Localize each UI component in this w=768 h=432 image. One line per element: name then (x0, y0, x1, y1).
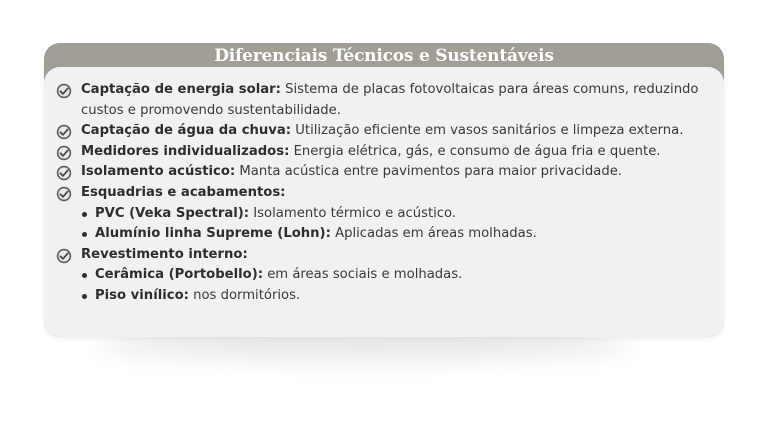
item-text: Energia elétrica, gás, e consumo de água fria e quente. (289, 143, 661, 159)
list-item (56, 245, 716, 266)
sublist-item (81, 265, 716, 286)
check-badge-icon (56, 124, 72, 140)
item-label: Medidores individualizados: (81, 143, 290, 159)
sub-item-label: Piso vinílico: (95, 287, 189, 303)
sub-item-text: Isolamento térmico e acústico. (249, 205, 457, 221)
item-text: Manta acústica entre pavimentos para maior privacidade. (235, 164, 622, 180)
list-item (56, 142, 716, 163)
sublist-item (81, 286, 716, 307)
check-badge-icon (56, 145, 72, 161)
item-text: Sistema de placas fotovoltaicas para áreas comuns, reduzindo custos e promovendo sustentabilidade. (81, 82, 699, 118)
item-label: Captação de energia solar: (81, 82, 281, 97)
sub-item-text: nos dormitórios. (188, 287, 301, 303)
bullet-icon (82, 232, 87, 237)
sublist (56, 204, 716, 245)
sublist-wrapper (56, 265, 716, 306)
item-text: Utilização eficiente em vasos sanitários e limpeza externa. (291, 123, 684, 139)
bullet-icon (82, 273, 87, 278)
sublist-item (81, 204, 716, 225)
sub-item-label: Alumínio linha Supreme (Lohn): (95, 226, 331, 242)
item-label: Captação de água da chuva: (81, 123, 292, 139)
card-title: Diferenciais Técnicos e Sustentáveis (214, 46, 554, 66)
list-item (56, 121, 716, 142)
card-body (44, 67, 724, 337)
features-card (44, 43, 724, 337)
list-item (56, 80, 716, 121)
sub-item-text: em áreas sociais e molhadas. (263, 267, 463, 283)
bullet-icon (82, 212, 87, 217)
sublist-item (81, 224, 716, 245)
sub-item-label: Cerâmica (Portobello): (95, 267, 263, 283)
features-list (56, 80, 716, 307)
item-label: Esquadrias e acabamentos: (81, 184, 286, 200)
sub-item-text: Aplicadas em áreas molhadas. (330, 226, 537, 242)
sublist (56, 265, 716, 306)
list-item (56, 162, 716, 183)
item-label: Revestimento interno: (81, 246, 248, 262)
check-badge-icon (56, 186, 72, 202)
item-label: Isolamento acústico: (81, 164, 236, 180)
check-badge-icon (56, 165, 72, 181)
check-badge-icon (56, 248, 72, 264)
list-item (56, 183, 716, 204)
sublist-wrapper (56, 204, 716, 245)
bullet-icon (82, 294, 87, 299)
check-badge-icon (56, 83, 72, 99)
sub-item-label: PVC (Veka Spectral): (95, 205, 250, 221)
